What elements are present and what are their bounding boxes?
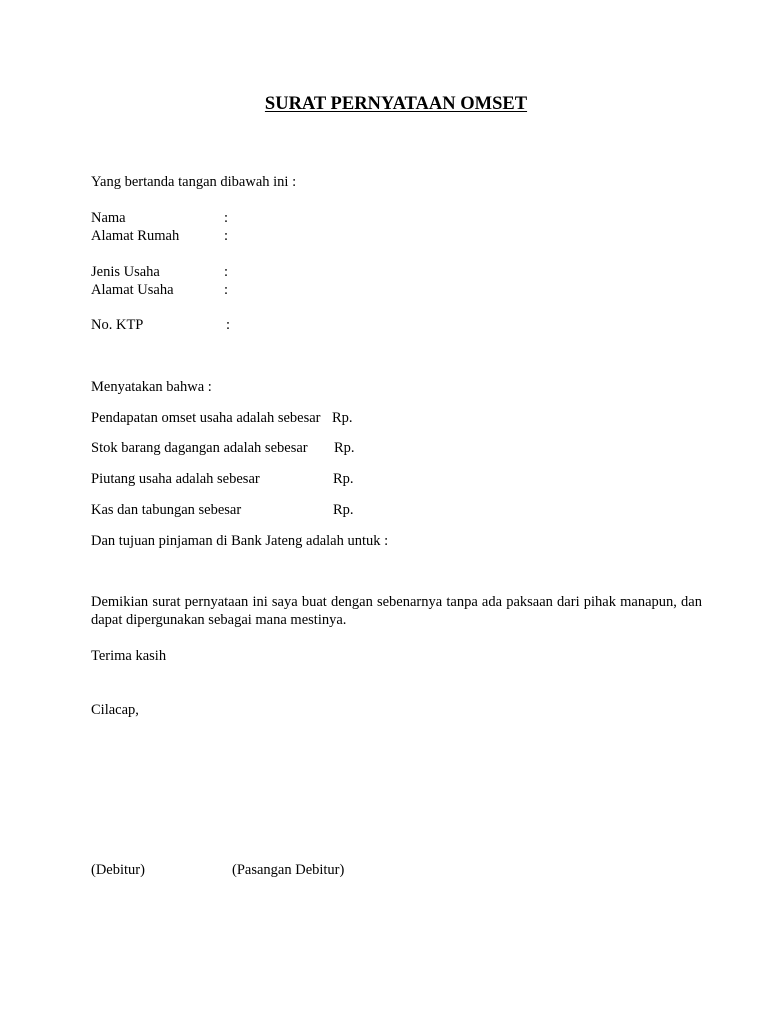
field-label-no-ktp: No. KTP [91, 317, 144, 333]
field-label-alamat-rumah: Alamat Rumah [91, 228, 180, 244]
statement-currency-piutang: Rp. [333, 471, 354, 487]
document-title: SURAT PERNYATAAN OMSET [264, 94, 528, 114]
statement-text-omset: Pendapatan omset usaha adalah sebesar [91, 410, 321, 426]
loan-purpose-text: Dan tujuan pinjaman di Bank Jateng adalah untuk : [91, 533, 389, 549]
field-label-nama: Nama [91, 210, 126, 226]
field-label-alamat-usaha: Alamat Usaha [91, 282, 174, 298]
field-colon-nama: : [224, 210, 229, 226]
signature-spouse: (Pasangan Debitur) [232, 862, 345, 878]
field-colon-alamat-rumah: : [224, 228, 229, 244]
signature-debtor: (Debitur) [91, 862, 145, 878]
statement-currency-omset: Rp. [332, 410, 353, 426]
statement-currency-stok: Rp. [334, 440, 355, 456]
closing-paragraph: Demikian surat pernyataan ini saya buat dengan sebenarnya tanpa ada paksaan dari pihak manapun, dan dapat dipergunakan sebagai mana mestinya. [91, 594, 702, 628]
statement-text-piutang: Piutang usaha adalah sebesar [91, 471, 260, 487]
statement-text-kas: Kas dan tabungan sebesar [91, 502, 242, 518]
intro-text: Yang bertanda tangan dibawah ini : [91, 174, 297, 190]
field-label-jenis-usaha: Jenis Usaha [91, 264, 160, 280]
field-colon-no-ktp: : [226, 317, 231, 333]
statement-currency-kas: Rp. [333, 502, 354, 518]
field-colon-alamat-usaha: : [224, 282, 229, 298]
field-colon-jenis-usaha: : [224, 264, 229, 280]
statement-text-stok: Stok barang dagangan adalah sebesar [91, 440, 308, 456]
place-text: Cilacap, [91, 702, 139, 718]
statement-heading: Menyatakan bahwa : [91, 379, 212, 395]
thanks-text: Terima kasih [91, 648, 167, 664]
